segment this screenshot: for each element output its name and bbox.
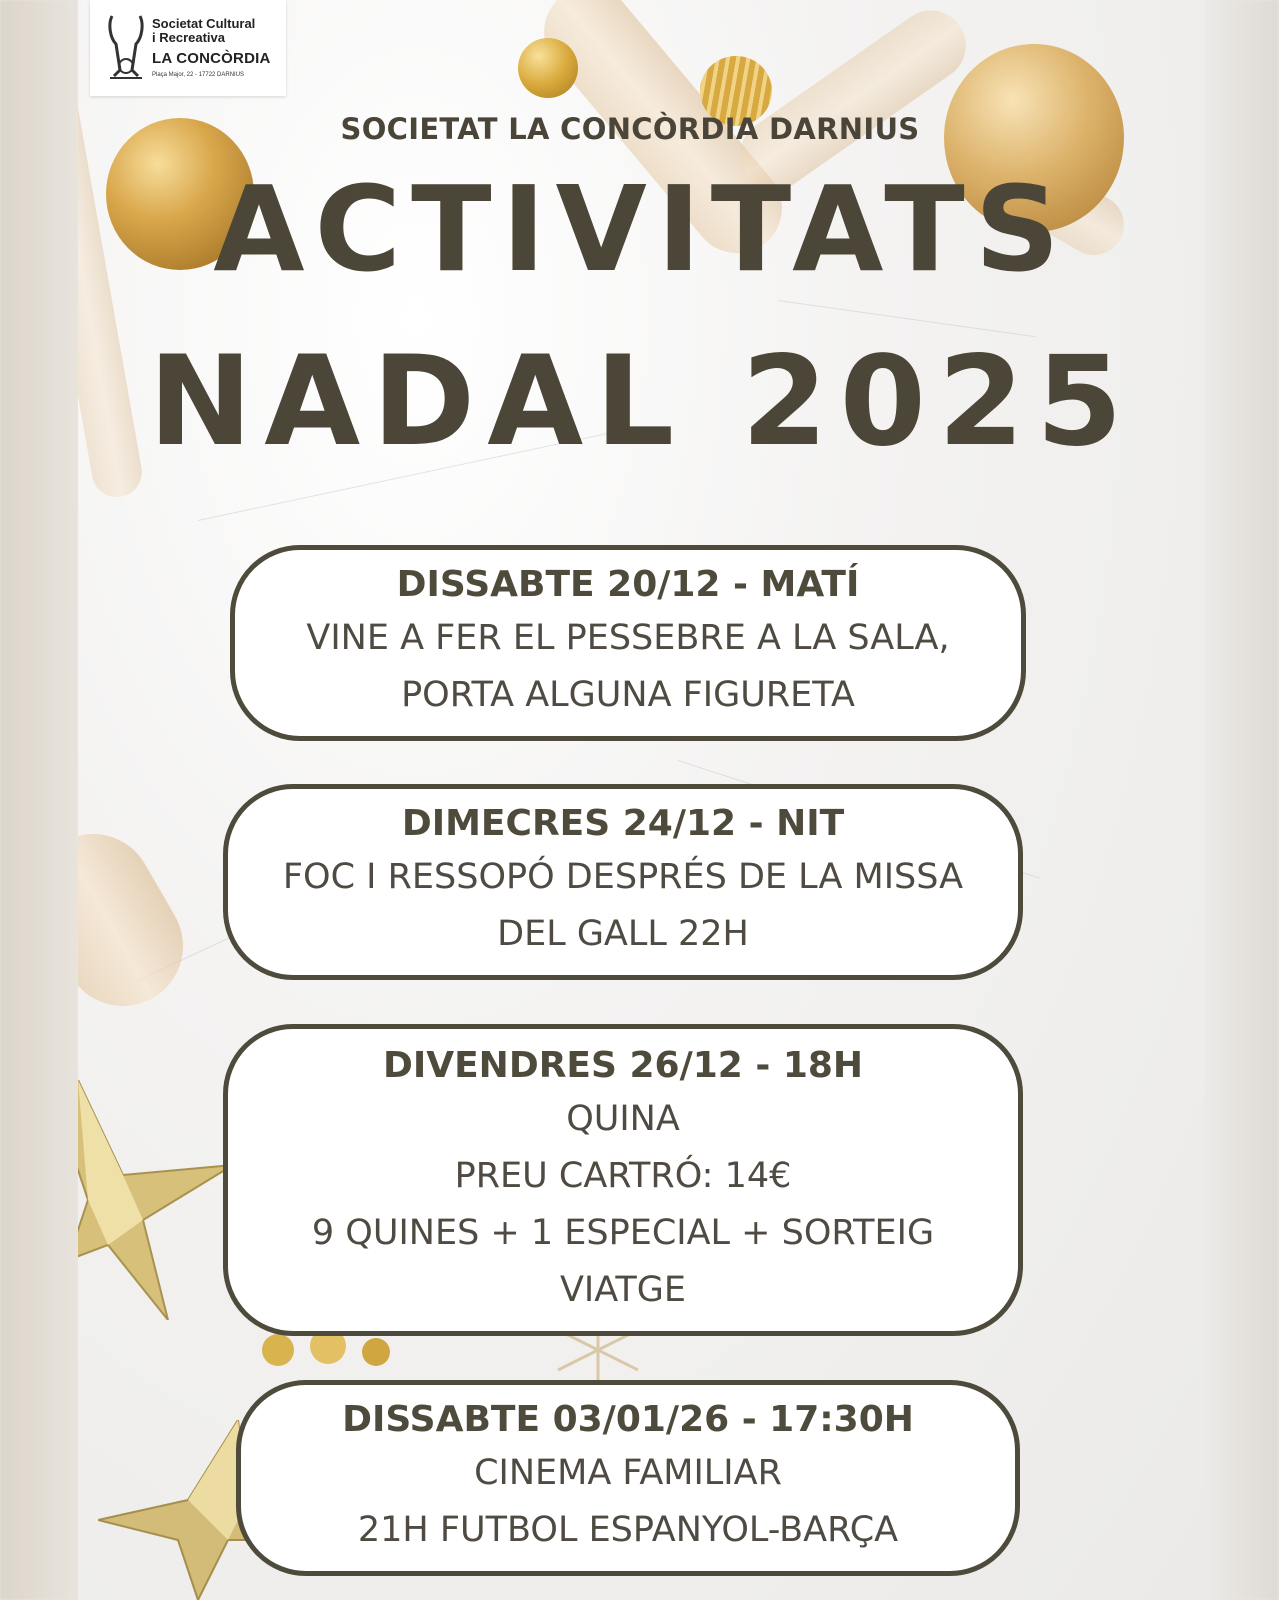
event-line: 21H FUTBOL ESPANYOL-BARÇA [357,1510,899,1550]
gold-ornament-ball [518,38,578,98]
event-line: CINEMA FAMILIAR [474,1453,782,1493]
event-line: PREU CARTRÓ: 14€ [454,1156,792,1196]
event-line: QUINA [566,1099,680,1139]
ribbon-decoration [78,812,205,1028]
logo-text-line1: Societat Cultural [152,16,256,31]
poster-title-line2: NADAL 2025 [148,330,1135,474]
logo-emblem-icon [106,14,146,80]
organization-logo [90,0,286,96]
event-card [223,784,1023,980]
event-line: FOC I RESSOPÓ DESPRÉS DE LA MISSA [282,857,964,897]
event-heading: DIVENDRES 26/12 - 18H [382,1045,864,1086]
poster-title-line1: ACTIVITATS [213,160,1070,298]
event-heading: DISSABTE 20/12 - MATÍ [396,564,860,605]
event-line: VIATGE [559,1270,687,1310]
blurred-right-background [1205,0,1279,1600]
blurred-left-background [0,0,78,1600]
logo-text-line3: LA CONCÒRDIA [152,50,271,67]
event-heading: DISSABTE 03/01/26 - 17:30H [342,1399,914,1440]
gold-star-icon [78,1080,238,1320]
logo-address: Plaça Major, 22 - 17722 DARNIUS [152,72,245,78]
event-line: DEL GALL 22H [497,914,749,954]
logo-text-line2: i Recreativa [152,30,225,45]
poster [78,0,1205,1600]
event-card [236,1380,1020,1576]
event-heading: DIMECRES 24/12 - NIT [401,803,845,844]
event-line: VINE A FER EL PESSEBRE A LA SALA, [306,618,950,658]
event-card [223,1024,1023,1336]
event-line: PORTA ALGUNA FIGURETA [401,675,855,715]
event-line: 9 QUINES + 1 ESPECIAL + SORTEIG [311,1213,935,1253]
event-card [230,545,1026,741]
organization-title: SOCIETAT LA CONCÒRDIA DARNIUS [340,112,920,146]
